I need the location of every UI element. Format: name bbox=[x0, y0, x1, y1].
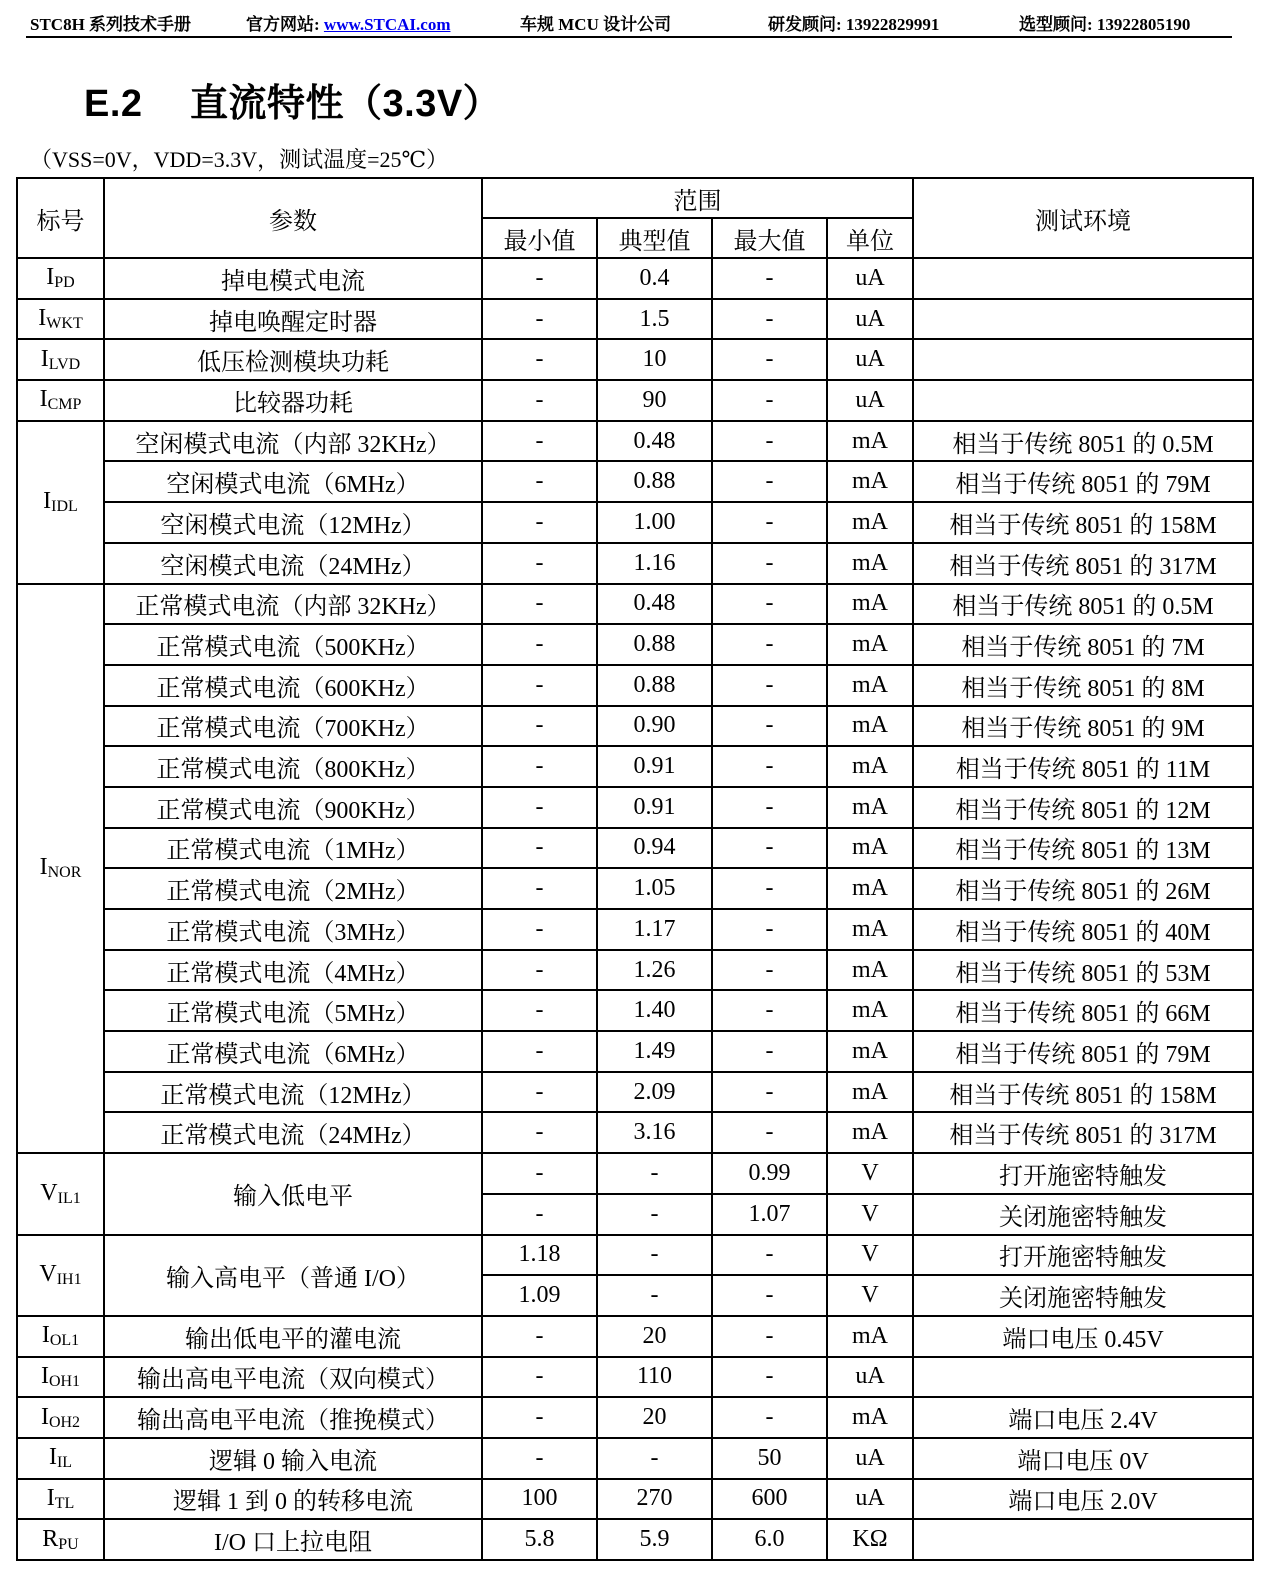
manual-title: STC8H 系列技术手册 bbox=[30, 15, 192, 34]
symbol-subscript: NOR bbox=[47, 864, 82, 882]
cond-cell: 相当于传统 8051 的 9M bbox=[913, 706, 1253, 747]
table-row bbox=[17, 1235, 1253, 1276]
parameter-cell: 输入低电平 bbox=[104, 1153, 482, 1234]
min-cell: - bbox=[482, 909, 597, 950]
table-row bbox=[17, 1357, 1253, 1398]
section-number: E.2 bbox=[84, 83, 143, 125]
max-cell: - bbox=[712, 746, 827, 787]
unit-cell: mA bbox=[827, 461, 913, 502]
min-cell: - bbox=[482, 1153, 597, 1194]
test-conditions: （VSS=0V，VDD=3.3V，测试温度=25℃） bbox=[30, 147, 449, 172]
unit-cell: mA bbox=[827, 421, 913, 462]
cond-cell: 端口电压 2.4V bbox=[913, 1397, 1253, 1438]
typ-cell: - bbox=[597, 1153, 712, 1194]
parameter-cell: I/O 口上拉电阻 bbox=[104, 1519, 482, 1560]
symbol-subscript: WKT bbox=[46, 315, 83, 333]
min-cell: - bbox=[482, 299, 597, 340]
typ-cell: - bbox=[597, 1235, 712, 1276]
unit-cell: uA bbox=[827, 380, 913, 421]
min-cell: - bbox=[482, 1194, 597, 1235]
symbol-main: I bbox=[48, 1444, 57, 1471]
header-typ: 典型值 bbox=[597, 218, 712, 258]
typ-cell: 0.90 bbox=[597, 706, 712, 747]
symbol-subscript: LVD bbox=[48, 355, 81, 373]
max-cell: - bbox=[712, 1235, 827, 1276]
max-cell: - bbox=[712, 950, 827, 991]
symbol-cell bbox=[17, 1479, 104, 1520]
symbol-main: I bbox=[43, 488, 52, 515]
cond-cell: 相当于传统 8051 的 317M bbox=[913, 1112, 1253, 1153]
min-cell: - bbox=[482, 1397, 597, 1438]
typ-cell: 1.40 bbox=[597, 990, 712, 1031]
section-heading: 直流特性（3.3V） bbox=[190, 83, 502, 125]
symbol-subscript: IH1 bbox=[56, 1271, 82, 1289]
min-cell: - bbox=[482, 624, 597, 665]
cond-cell: 打开施密特触发 bbox=[913, 1235, 1253, 1276]
symbol-cell bbox=[17, 1316, 104, 1357]
table-row bbox=[17, 1072, 1253, 1113]
max-cell: - bbox=[712, 1275, 827, 1316]
symbol-cell bbox=[17, 1397, 104, 1438]
header-symbol: 标号 bbox=[17, 178, 104, 258]
min-cell: - bbox=[482, 380, 597, 421]
unit-cell: uA bbox=[827, 1479, 913, 1520]
company-tagline: 车规 MCU 设计公司 bbox=[520, 15, 672, 34]
symbol-main: V bbox=[40, 1179, 58, 1206]
max-cell: - bbox=[712, 1031, 827, 1072]
typ-cell: 0.48 bbox=[597, 584, 712, 625]
parameter-cell: 正常模式电流（12MHz） bbox=[104, 1072, 482, 1113]
typ-cell: 0.91 bbox=[597, 746, 712, 787]
min-cell: - bbox=[482, 461, 597, 502]
parameter-cell: 空闲模式电流（24MHz） bbox=[104, 543, 482, 584]
min-cell: - bbox=[482, 665, 597, 706]
unit-cell: mA bbox=[827, 1031, 913, 1072]
min-cell: - bbox=[482, 950, 597, 991]
table-body bbox=[17, 258, 1253, 1560]
unit-cell: mA bbox=[827, 584, 913, 625]
table-row bbox=[17, 1397, 1253, 1438]
max-cell: - bbox=[712, 828, 827, 869]
min-cell: - bbox=[482, 339, 597, 380]
unit-cell: uA bbox=[827, 299, 913, 340]
cond-cell: 端口电压 0V bbox=[913, 1438, 1253, 1479]
typ-cell: 1.05 bbox=[597, 868, 712, 909]
typ-cell: 1.16 bbox=[597, 543, 712, 584]
cond-cell: 相当于传统 8051 的 7M bbox=[913, 624, 1253, 665]
max-cell: 50 bbox=[712, 1438, 827, 1479]
max-cell: - bbox=[712, 339, 827, 380]
symbol-subscript: TL bbox=[54, 1494, 75, 1512]
max-cell: - bbox=[712, 665, 827, 706]
symbol-main: I bbox=[39, 854, 48, 881]
symbol-subscript: CMP bbox=[47, 396, 82, 414]
min-cell: - bbox=[482, 502, 597, 543]
rd-consultant: 研发顾问: 13922829991 bbox=[768, 15, 940, 34]
table-row bbox=[17, 1153, 1253, 1194]
symbol-main: R bbox=[42, 1525, 59, 1552]
table-row bbox=[17, 1519, 1253, 1560]
min-cell: - bbox=[482, 1112, 597, 1153]
typ-cell: - bbox=[597, 1194, 712, 1235]
max-cell: - bbox=[712, 584, 827, 625]
unit-cell: uA bbox=[827, 339, 913, 380]
cond-cell: 相当于传统 8051 的 40M bbox=[913, 909, 1253, 950]
table-row bbox=[17, 1438, 1253, 1479]
typ-cell: 1.17 bbox=[597, 909, 712, 950]
unit-cell: mA bbox=[827, 950, 913, 991]
unit-cell: uA bbox=[827, 1357, 913, 1398]
parameter-cell: 正常模式电流（4MHz） bbox=[104, 950, 482, 991]
min-cell: - bbox=[482, 746, 597, 787]
unit-cell: V bbox=[827, 1235, 913, 1276]
min-cell: 5.8 bbox=[482, 1519, 597, 1560]
cond-cell: 相当于传统 8051 的 158M bbox=[913, 1072, 1253, 1113]
table-row bbox=[17, 950, 1253, 991]
min-cell: - bbox=[482, 1316, 597, 1357]
min-cell: - bbox=[482, 990, 597, 1031]
cond-cell: 相当于传统 8051 的 79M bbox=[913, 461, 1253, 502]
parameter-cell: 正常模式电流（800KHz） bbox=[104, 746, 482, 787]
unit-cell: V bbox=[827, 1275, 913, 1316]
cond-cell bbox=[913, 299, 1253, 340]
unit-cell: mA bbox=[827, 1072, 913, 1113]
min-cell: - bbox=[482, 258, 597, 299]
max-cell: - bbox=[712, 1357, 827, 1398]
min-cell: - bbox=[482, 1357, 597, 1398]
unit-cell: mA bbox=[827, 502, 913, 543]
cond-cell: 相当于传统 8051 的 0.5M bbox=[913, 421, 1253, 462]
table-row bbox=[17, 624, 1253, 665]
table-row bbox=[17, 990, 1253, 1031]
min-cell: - bbox=[482, 868, 597, 909]
table-row bbox=[17, 421, 1253, 462]
cond-cell: 相当于传统 8051 的 0.5M bbox=[913, 584, 1253, 625]
symbol-main: V bbox=[39, 1261, 57, 1288]
cond-cell: 端口电压 0.45V bbox=[913, 1316, 1253, 1357]
table-row bbox=[17, 502, 1253, 543]
max-cell: - bbox=[712, 868, 827, 909]
min-cell: 1.09 bbox=[482, 1275, 597, 1316]
table-row bbox=[17, 1031, 1253, 1072]
symbol-main: I bbox=[39, 386, 48, 413]
max-cell: - bbox=[712, 787, 827, 828]
symbol-cell bbox=[17, 1438, 104, 1479]
max-cell: - bbox=[712, 299, 827, 340]
cond-cell: 相当于传统 8051 的 13M bbox=[913, 828, 1253, 869]
min-cell: - bbox=[482, 787, 597, 828]
table-row bbox=[17, 665, 1253, 706]
min-cell: - bbox=[482, 828, 597, 869]
parameter-cell: 逻辑 1 到 0 的转移电流 bbox=[104, 1479, 482, 1520]
symbol-cell bbox=[17, 421, 104, 584]
symbol-cell bbox=[17, 380, 104, 421]
parameter-cell: 掉电模式电流 bbox=[104, 258, 482, 299]
symbol-main: I bbox=[46, 1484, 55, 1511]
max-cell: - bbox=[712, 1112, 827, 1153]
min-cell: - bbox=[482, 706, 597, 747]
parameter-cell: 正常模式电流（2MHz） bbox=[104, 868, 482, 909]
typ-cell: 20 bbox=[597, 1316, 712, 1357]
parameter-cell: 正常模式电流（900KHz） bbox=[104, 787, 482, 828]
symbol-subscript: IL1 bbox=[57, 1189, 81, 1207]
cond-cell: 相当于传统 8051 的 158M bbox=[913, 502, 1253, 543]
cond-cell bbox=[913, 380, 1253, 421]
unit-cell: mA bbox=[827, 1316, 913, 1357]
table-row bbox=[17, 1479, 1253, 1520]
parameter-cell: 空闲模式电流（6MHz） bbox=[104, 461, 482, 502]
symbol-cell bbox=[17, 1153, 104, 1234]
table-row bbox=[17, 299, 1253, 340]
max-cell: 600 bbox=[712, 1479, 827, 1520]
max-cell: - bbox=[712, 1316, 827, 1357]
unit-cell: mA bbox=[827, 665, 913, 706]
header-min: 最小值 bbox=[482, 218, 597, 258]
symbol-subscript: PU bbox=[58, 1535, 79, 1553]
min-cell: - bbox=[482, 1072, 597, 1113]
unit-cell: mA bbox=[827, 828, 913, 869]
section-title bbox=[84, 72, 501, 127]
unit-cell: mA bbox=[827, 990, 913, 1031]
symbol-subscript: OL1 bbox=[49, 1332, 80, 1350]
max-cell: - bbox=[712, 461, 827, 502]
typ-cell: 1.49 bbox=[597, 1031, 712, 1072]
symbol-subscript: IL bbox=[56, 1454, 73, 1472]
typ-cell: 0.48 bbox=[597, 421, 712, 462]
cond-cell: 相当于传统 8051 的 66M bbox=[913, 990, 1253, 1031]
typ-cell: 2.09 bbox=[597, 1072, 712, 1113]
unit-cell: uA bbox=[827, 1438, 913, 1479]
typ-cell: 0.91 bbox=[597, 787, 712, 828]
max-cell: - bbox=[712, 258, 827, 299]
table-row bbox=[17, 1316, 1253, 1357]
typ-cell: 1.5 bbox=[597, 299, 712, 340]
unit-cell: mA bbox=[827, 543, 913, 584]
parameter-cell: 输出高电平电流（双向模式） bbox=[104, 1357, 482, 1398]
page-header bbox=[26, 0, 1232, 38]
header-max: 最大值 bbox=[712, 218, 827, 258]
typ-cell: 10 bbox=[597, 339, 712, 380]
unit-cell: V bbox=[827, 1194, 913, 1235]
parameter-cell: 正常模式电流（6MHz） bbox=[104, 1031, 482, 1072]
parameter-cell: 输出高电平电流（推挽模式） bbox=[104, 1397, 482, 1438]
symbol-main: I bbox=[40, 345, 49, 372]
cond-cell: 相当于传统 8051 的 317M bbox=[913, 543, 1253, 584]
cond-cell: 关闭施密特触发 bbox=[913, 1275, 1253, 1316]
cond-cell: 相当于传统 8051 的 79M bbox=[913, 1031, 1253, 1072]
table-row bbox=[17, 787, 1253, 828]
cond-cell: 打开施密特触发 bbox=[913, 1153, 1253, 1194]
unit-cell: V bbox=[827, 1153, 913, 1194]
unit-cell: mA bbox=[827, 624, 913, 665]
min-cell: 100 bbox=[482, 1479, 597, 1520]
symbol-subscript: OH2 bbox=[48, 1413, 81, 1431]
max-cell: - bbox=[712, 990, 827, 1031]
cond-cell: 关闭施密特触发 bbox=[913, 1194, 1253, 1235]
table-row bbox=[17, 868, 1253, 909]
symbol-main: I bbox=[40, 1362, 49, 1389]
max-cell: - bbox=[712, 543, 827, 584]
unit-cell: mA bbox=[827, 909, 913, 950]
table-row bbox=[17, 828, 1253, 869]
website-label: 官方网站: bbox=[246, 15, 324, 34]
max-cell: - bbox=[712, 1072, 827, 1113]
typ-cell: 270 bbox=[597, 1479, 712, 1520]
unit-cell: mA bbox=[827, 787, 913, 828]
parameter-cell: 正常模式电流（5MHz） bbox=[104, 990, 482, 1031]
parameter-cell: 空闲模式电流（内部 32KHz） bbox=[104, 421, 482, 462]
typ-cell: 0.88 bbox=[597, 461, 712, 502]
typ-cell: 0.88 bbox=[597, 624, 712, 665]
typ-cell: 1.26 bbox=[597, 950, 712, 991]
unit-cell: KΩ bbox=[827, 1519, 913, 1560]
parameter-cell: 正常模式电流（1MHz） bbox=[104, 828, 482, 869]
unit-cell: mA bbox=[827, 1397, 913, 1438]
parameter-cell: 低压检测模块功耗 bbox=[104, 339, 482, 380]
symbol-subscript: PD bbox=[54, 274, 75, 292]
symbol-main: I bbox=[46, 264, 55, 291]
website bbox=[246, 10, 450, 35]
cond-cell bbox=[913, 1519, 1253, 1560]
table-row bbox=[17, 584, 1253, 625]
typ-cell: 5.9 bbox=[597, 1519, 712, 1560]
cond-cell: 相当于传统 8051 的 26M bbox=[913, 868, 1253, 909]
typ-cell: 1.00 bbox=[597, 502, 712, 543]
cond-cell bbox=[913, 258, 1253, 299]
cond-cell: 相当于传统 8051 的 8M bbox=[913, 665, 1253, 706]
symbol-cell bbox=[17, 299, 104, 340]
symbol-cell bbox=[17, 1357, 104, 1398]
header-condition: 测试环境 bbox=[913, 178, 1253, 258]
min-cell: - bbox=[482, 1031, 597, 1072]
symbol-cell bbox=[17, 584, 104, 1154]
max-cell: - bbox=[712, 909, 827, 950]
typ-cell: 90 bbox=[597, 380, 712, 421]
unit-cell: mA bbox=[827, 746, 913, 787]
parameter-cell: 输入高电平（普通 I/O） bbox=[104, 1235, 482, 1316]
symbol-cell bbox=[17, 339, 104, 380]
table-row bbox=[17, 258, 1253, 299]
max-cell: - bbox=[712, 624, 827, 665]
symbol-cell bbox=[17, 258, 104, 299]
website-link[interactable]: www.STCAI.com bbox=[323, 15, 451, 34]
symbol-main: I bbox=[40, 1403, 49, 1430]
parameter-cell: 逻辑 0 输入电流 bbox=[104, 1438, 482, 1479]
typ-cell: 3.16 bbox=[597, 1112, 712, 1153]
max-cell: 6.0 bbox=[712, 1519, 827, 1560]
selection-consultant: 选型顾问: 13922805190 bbox=[1019, 15, 1191, 34]
table-row bbox=[17, 1112, 1253, 1153]
max-cell: - bbox=[712, 706, 827, 747]
min-cell: - bbox=[482, 1438, 597, 1479]
parameter-cell: 正常模式电流（3MHz） bbox=[104, 909, 482, 950]
typ-cell: 0.94 bbox=[597, 828, 712, 869]
min-cell: - bbox=[482, 421, 597, 462]
cond-cell bbox=[913, 339, 1253, 380]
table-row bbox=[17, 380, 1253, 421]
parameter-cell: 正常模式电流（700KHz） bbox=[104, 706, 482, 747]
cond-cell bbox=[913, 1357, 1253, 1398]
max-cell: 1.07 bbox=[712, 1194, 827, 1235]
dc-characteristics-table bbox=[16, 177, 1254, 1561]
unit-cell: uA bbox=[827, 258, 913, 299]
symbol-cell bbox=[17, 1235, 104, 1316]
parameter-cell: 正常模式电流（500KHz） bbox=[104, 624, 482, 665]
header-range: 范围 bbox=[482, 178, 913, 218]
min-cell: 1.18 bbox=[482, 1235, 597, 1276]
symbol-main: I bbox=[41, 1322, 50, 1349]
cond-cell: 相当于传统 8051 的 12M bbox=[913, 787, 1253, 828]
min-cell: - bbox=[482, 584, 597, 625]
unit-cell: mA bbox=[827, 706, 913, 747]
symbol-subscript: OH1 bbox=[48, 1372, 81, 1390]
symbol-subscript: IDL bbox=[51, 498, 78, 516]
table-row bbox=[17, 543, 1253, 584]
table-row bbox=[17, 461, 1253, 502]
min-cell: - bbox=[482, 543, 597, 584]
symbol-main: I bbox=[38, 305, 47, 332]
table-row bbox=[17, 706, 1253, 747]
table-row bbox=[17, 339, 1253, 380]
typ-cell: 0.88 bbox=[597, 665, 712, 706]
table-row bbox=[17, 746, 1253, 787]
unit-cell: mA bbox=[827, 1112, 913, 1153]
cond-cell: 端口电压 2.0V bbox=[913, 1479, 1253, 1520]
parameter-cell: 正常模式电流（内部 32KHz） bbox=[104, 584, 482, 625]
max-cell: - bbox=[712, 502, 827, 543]
parameter-cell: 空闲模式电流（12MHz） bbox=[104, 502, 482, 543]
cond-cell: 相当于传统 8051 的 11M bbox=[913, 746, 1253, 787]
parameter-cell: 掉电唤醒定时器 bbox=[104, 299, 482, 340]
max-cell: 0.99 bbox=[712, 1153, 827, 1194]
parameter-cell: 正常模式电流（24MHz） bbox=[104, 1112, 482, 1153]
header-unit: 单位 bbox=[827, 218, 913, 258]
parameter-cell: 输出低电平的灌电流 bbox=[104, 1316, 482, 1357]
unit-cell: mA bbox=[827, 868, 913, 909]
typ-cell: 110 bbox=[597, 1357, 712, 1398]
max-cell: - bbox=[712, 1397, 827, 1438]
table-row bbox=[17, 909, 1253, 950]
max-cell: - bbox=[712, 421, 827, 462]
typ-cell: 20 bbox=[597, 1397, 712, 1438]
header-parameter: 参数 bbox=[104, 178, 482, 258]
parameter-cell: 正常模式电流（600KHz） bbox=[104, 665, 482, 706]
symbol-cell bbox=[17, 1519, 104, 1560]
cond-cell: 相当于传统 8051 的 53M bbox=[913, 950, 1253, 991]
typ-cell: 0.4 bbox=[597, 258, 712, 299]
max-cell: - bbox=[712, 380, 827, 421]
typ-cell: - bbox=[597, 1438, 712, 1479]
typ-cell: - bbox=[597, 1275, 712, 1316]
parameter-cell: 比较器功耗 bbox=[104, 380, 482, 421]
